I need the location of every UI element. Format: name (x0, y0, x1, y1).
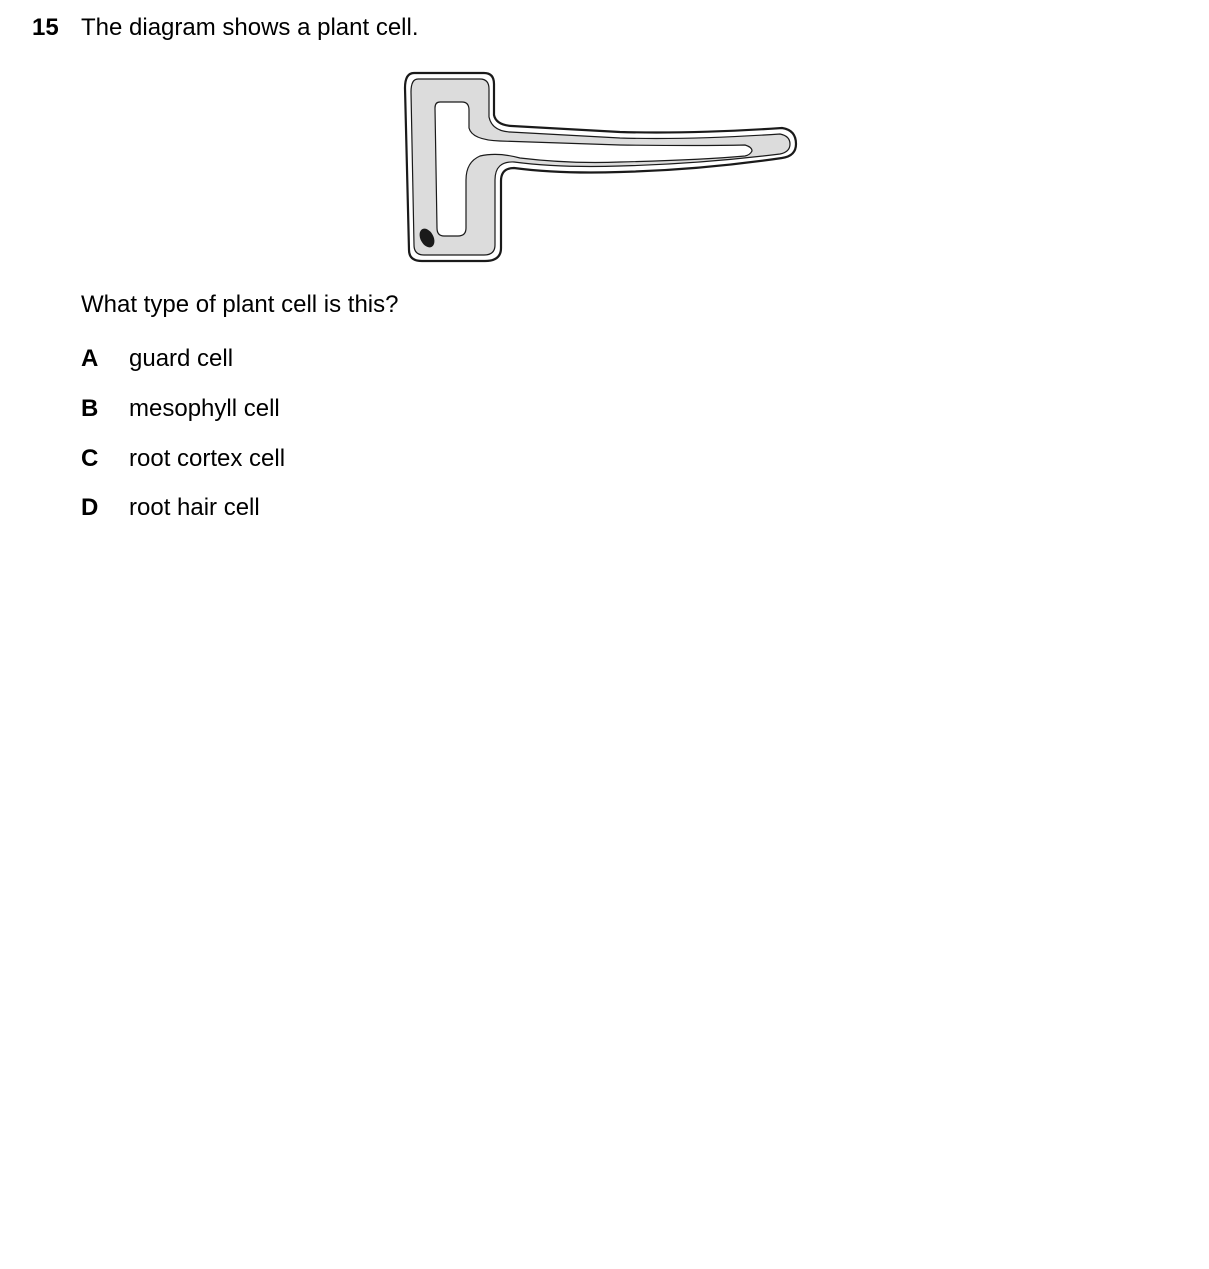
question-number: 15 (32, 14, 59, 41)
question-prompt: What type of plant cell is this? (81, 291, 399, 318)
option-letter: A (81, 345, 99, 372)
question-stem: The diagram shows a plant cell. (81, 14, 419, 41)
option-text: guard cell (129, 345, 234, 372)
root-hair-cell-diagram (400, 68, 804, 268)
option-text: root cortex cell (129, 445, 286, 472)
option-letter: D (81, 494, 99, 521)
option-text: root hair cell (129, 494, 260, 521)
option-letter: C (81, 445, 99, 472)
option-letter: B (81, 395, 99, 422)
option-text: mesophyll cell (129, 395, 280, 422)
